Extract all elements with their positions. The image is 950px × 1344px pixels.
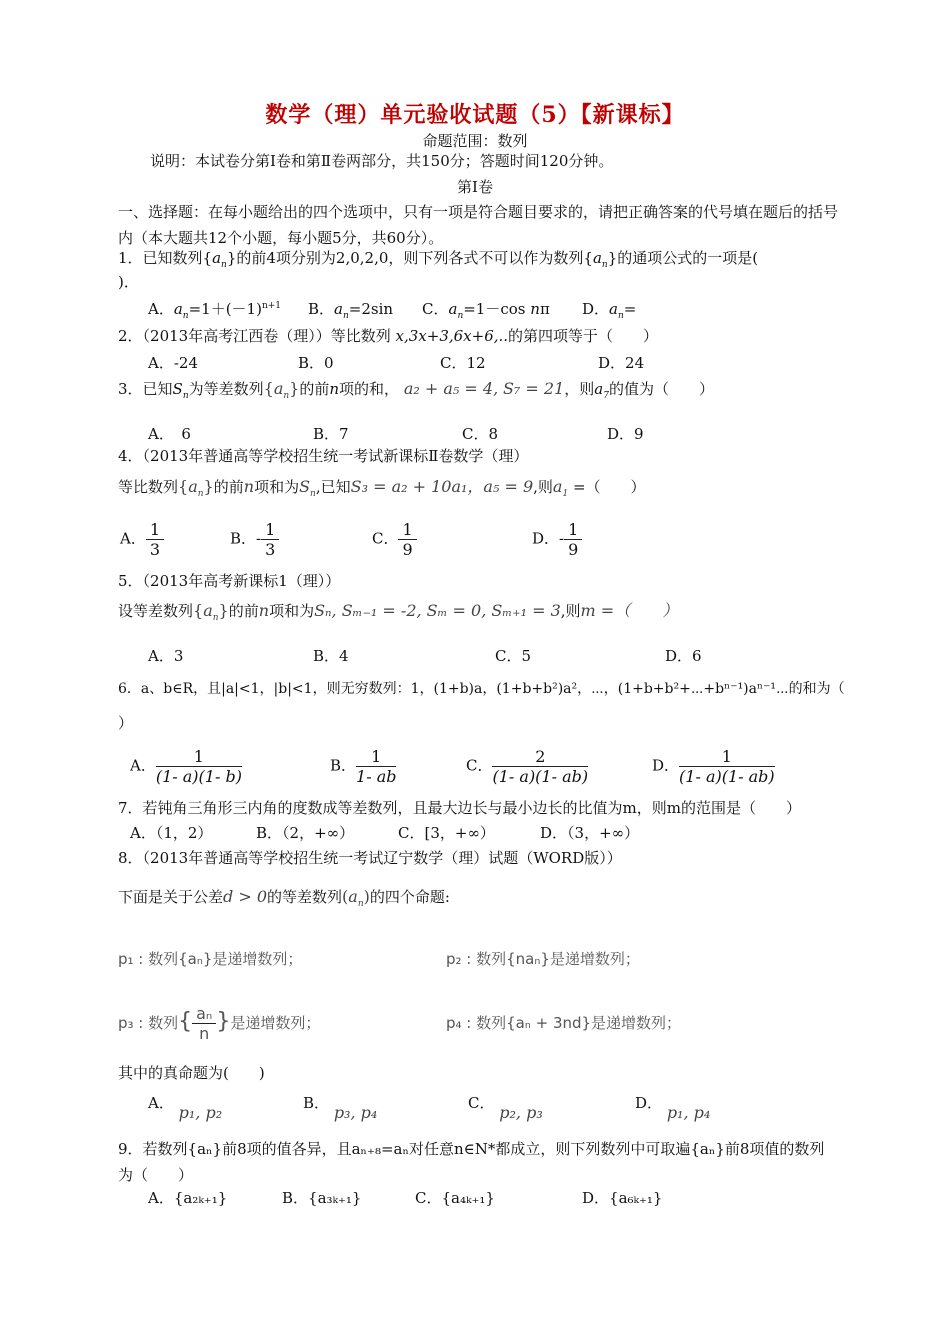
exam-scope: 命题范围：数列 (422, 132, 528, 150)
question-8-question: 其中的真命题为( ) (118, 1064, 265, 1082)
proposition-p4: p₄ : 数列{aₙ + 3nd}是递增数列； (446, 1014, 682, 1032)
question-4-option-b: B．- $\frac{1}{3}$ (230, 520, 279, 559)
question-9-option-b: B．{a₃ₖ₊₁} (282, 1189, 362, 1207)
question-7-option-d: D．（3，+∞） (540, 824, 640, 842)
question-2-option-a: A．-24 (148, 354, 198, 372)
proposition-p2: p₂ : 数列{naₙ}是递增数列； (446, 950, 640, 968)
question-6-option-a: A． $\frac{1}{(1- a)(1- b)}$ (130, 747, 242, 786)
question-9-option-c: C．{a₄ₖ₊₁} (415, 1189, 495, 1207)
question-4-source: 4．（2013年普通高等学校招生统一考试新课标Ⅱ卷数学（理） (118, 447, 529, 465)
question-3-option-b: B．7 (313, 425, 349, 443)
question-1-stem-cont: )． (118, 273, 139, 291)
proposition-p1: p₁ : 数列{aₙ}是递增数列； (118, 950, 303, 968)
question-6-stem-cont: ） (118, 714, 134, 732)
question-4-option-a: A． $\frac{1}{3}$ (120, 520, 164, 559)
question-2-option-d: D．24 (598, 354, 645, 372)
question-5-stem: 设等差数列$\{a_n\}$的前n项和为Sₙ, Sₘ₋₁ = -2, Sₘ = 0, Sₘ₊₁ = 3,则m =（ ） (118, 601, 679, 624)
exam-note: 说明：本试卷分第Ⅰ卷和第Ⅱ卷两部分，共150分；答题时间120分钟。 (150, 152, 614, 170)
question-4-stem: 等比数列$\{a_n\}$的前n项和为$S_n$,已知S₃ = a₂ + 10a₁，a₅ = 9,则$a_1$ =（ ） (118, 477, 646, 500)
question-8-option-a: A． p₁, p₂ (148, 1094, 223, 1122)
question-4-option-c: C． $\frac{1}{9}$ (372, 520, 417, 559)
question-5-option-a: A．3 (148, 647, 184, 665)
question-5-source: 5．（2013年高考新课标1（理）） (118, 572, 341, 590)
question-2-stem: 2．（2013年高考江西卷（理））等比数列 x,3x+3,6x+6,..的第四项等于（ ） (118, 327, 659, 345)
question-1-option-d: D．$a_n=$ (582, 300, 637, 321)
proposition-p3: p₃ : 数列{ $\frac{\text{aₙ}}{n}$ }是递增数列； (118, 1004, 321, 1043)
question-2-option-c: C．12 (440, 354, 486, 372)
question-6-option-c: C． $\frac{2}{(1- a)(1- ab)}$ (466, 747, 589, 786)
question-9-option-a: A．{a₂ₖ₊₁} (148, 1189, 228, 1207)
question-7-option-b: B．（2，+∞） (256, 824, 355, 842)
question-7-option-a: A．（1，2） (130, 824, 213, 842)
question-9-stem: 9．若数列{aₙ}前8项的值各异，且aₙ₊₈=aₙ对任意n∈N*都成立，则下列数列中可取遍{aₙ}前8项值的数列为（ ） (118, 1140, 825, 1184)
question-8-option-d: D． p₁, p₄ (635, 1094, 711, 1122)
question-4-option-d: D．- $\frac{1}{9}$ (532, 520, 582, 559)
question-8-source: 8．（2013年普通高等学校招生统一考试辽宁数学（理）试题（WORD版）） (118, 849, 622, 867)
question-3-option-d: D．9 (607, 425, 644, 443)
section-intro: 一、选择题：在每小题给出的四个选项中，只有一项是符合题目要求的，请把正确答案的代号填在题后的括号内（本大题共12个小题，每小题5分，共60分）。 (118, 203, 839, 247)
question-6-option-b: B． $\frac{1}{1- ab}$ (330, 747, 397, 786)
question-7-option-c: C．[3，+∞） (398, 824, 495, 842)
question-1-stem: 1．已知数列$\{a_n\}$的前4项分别为2,0,2,0，则下列各式不可以作为数列$\{a_n\}$的通项公式的一项是( (118, 249, 759, 270)
question-9-option-d: D．{a₆ₖ₊₁} (582, 1189, 663, 1207)
question-6-option-d: D． $\frac{1}{(1- a)(1- ab)}$ (652, 747, 775, 786)
question-1-option-c: C．$a_n=1-\cos$ nπ (422, 300, 550, 321)
part-heading: 第Ⅰ卷 (457, 178, 493, 196)
question-2-option-b: B．0 (298, 354, 334, 372)
question-5-option-c: C．5 (495, 647, 532, 665)
question-3-option-c: C．8 (462, 425, 499, 443)
question-1-option-b: B．$a_n=2\sin$ (308, 300, 394, 321)
question-8-option-b: B． p₃, p₄ (303, 1094, 378, 1122)
question-8-option-c: C． p₂, p₃ (468, 1094, 543, 1122)
question-5-option-d: D．6 (665, 647, 702, 665)
question-3-option-a: A． 6 (148, 425, 191, 443)
question-1-option-a: A．$a_n=1+(-1)^{n+1}$ (148, 300, 282, 321)
question-3-stem: 3．已知$S_n$为等差数列$\{a_n\}$的前n项的和， a₂ + a₅ = 4, S₇ = 21，则$a_7$的值为（ ） (118, 379, 714, 402)
question-7-stem: 7．若钝角三角形三内角的度数成等差数列，且最大边长与最小边长的比值为m，则m的范围是（ ） (118, 799, 801, 817)
question-6-stem: 6．a、b∈R，且|a|<1，|b|<1，则无穷数列：1，(1+b)a，(1+b+b²)a²，⋯，(1+b+b²+⋯+bⁿ⁻¹)aⁿ⁻¹⋯的和为（ (118, 681, 845, 697)
question-5-option-b: B．4 (313, 647, 349, 665)
page-title: 数学（理）单元验收试题（5）【新课标】 (265, 102, 685, 128)
question-8-stem: 下面是关于公差d > 0的等差数列$(a_n)$的四个命题: (118, 887, 450, 910)
